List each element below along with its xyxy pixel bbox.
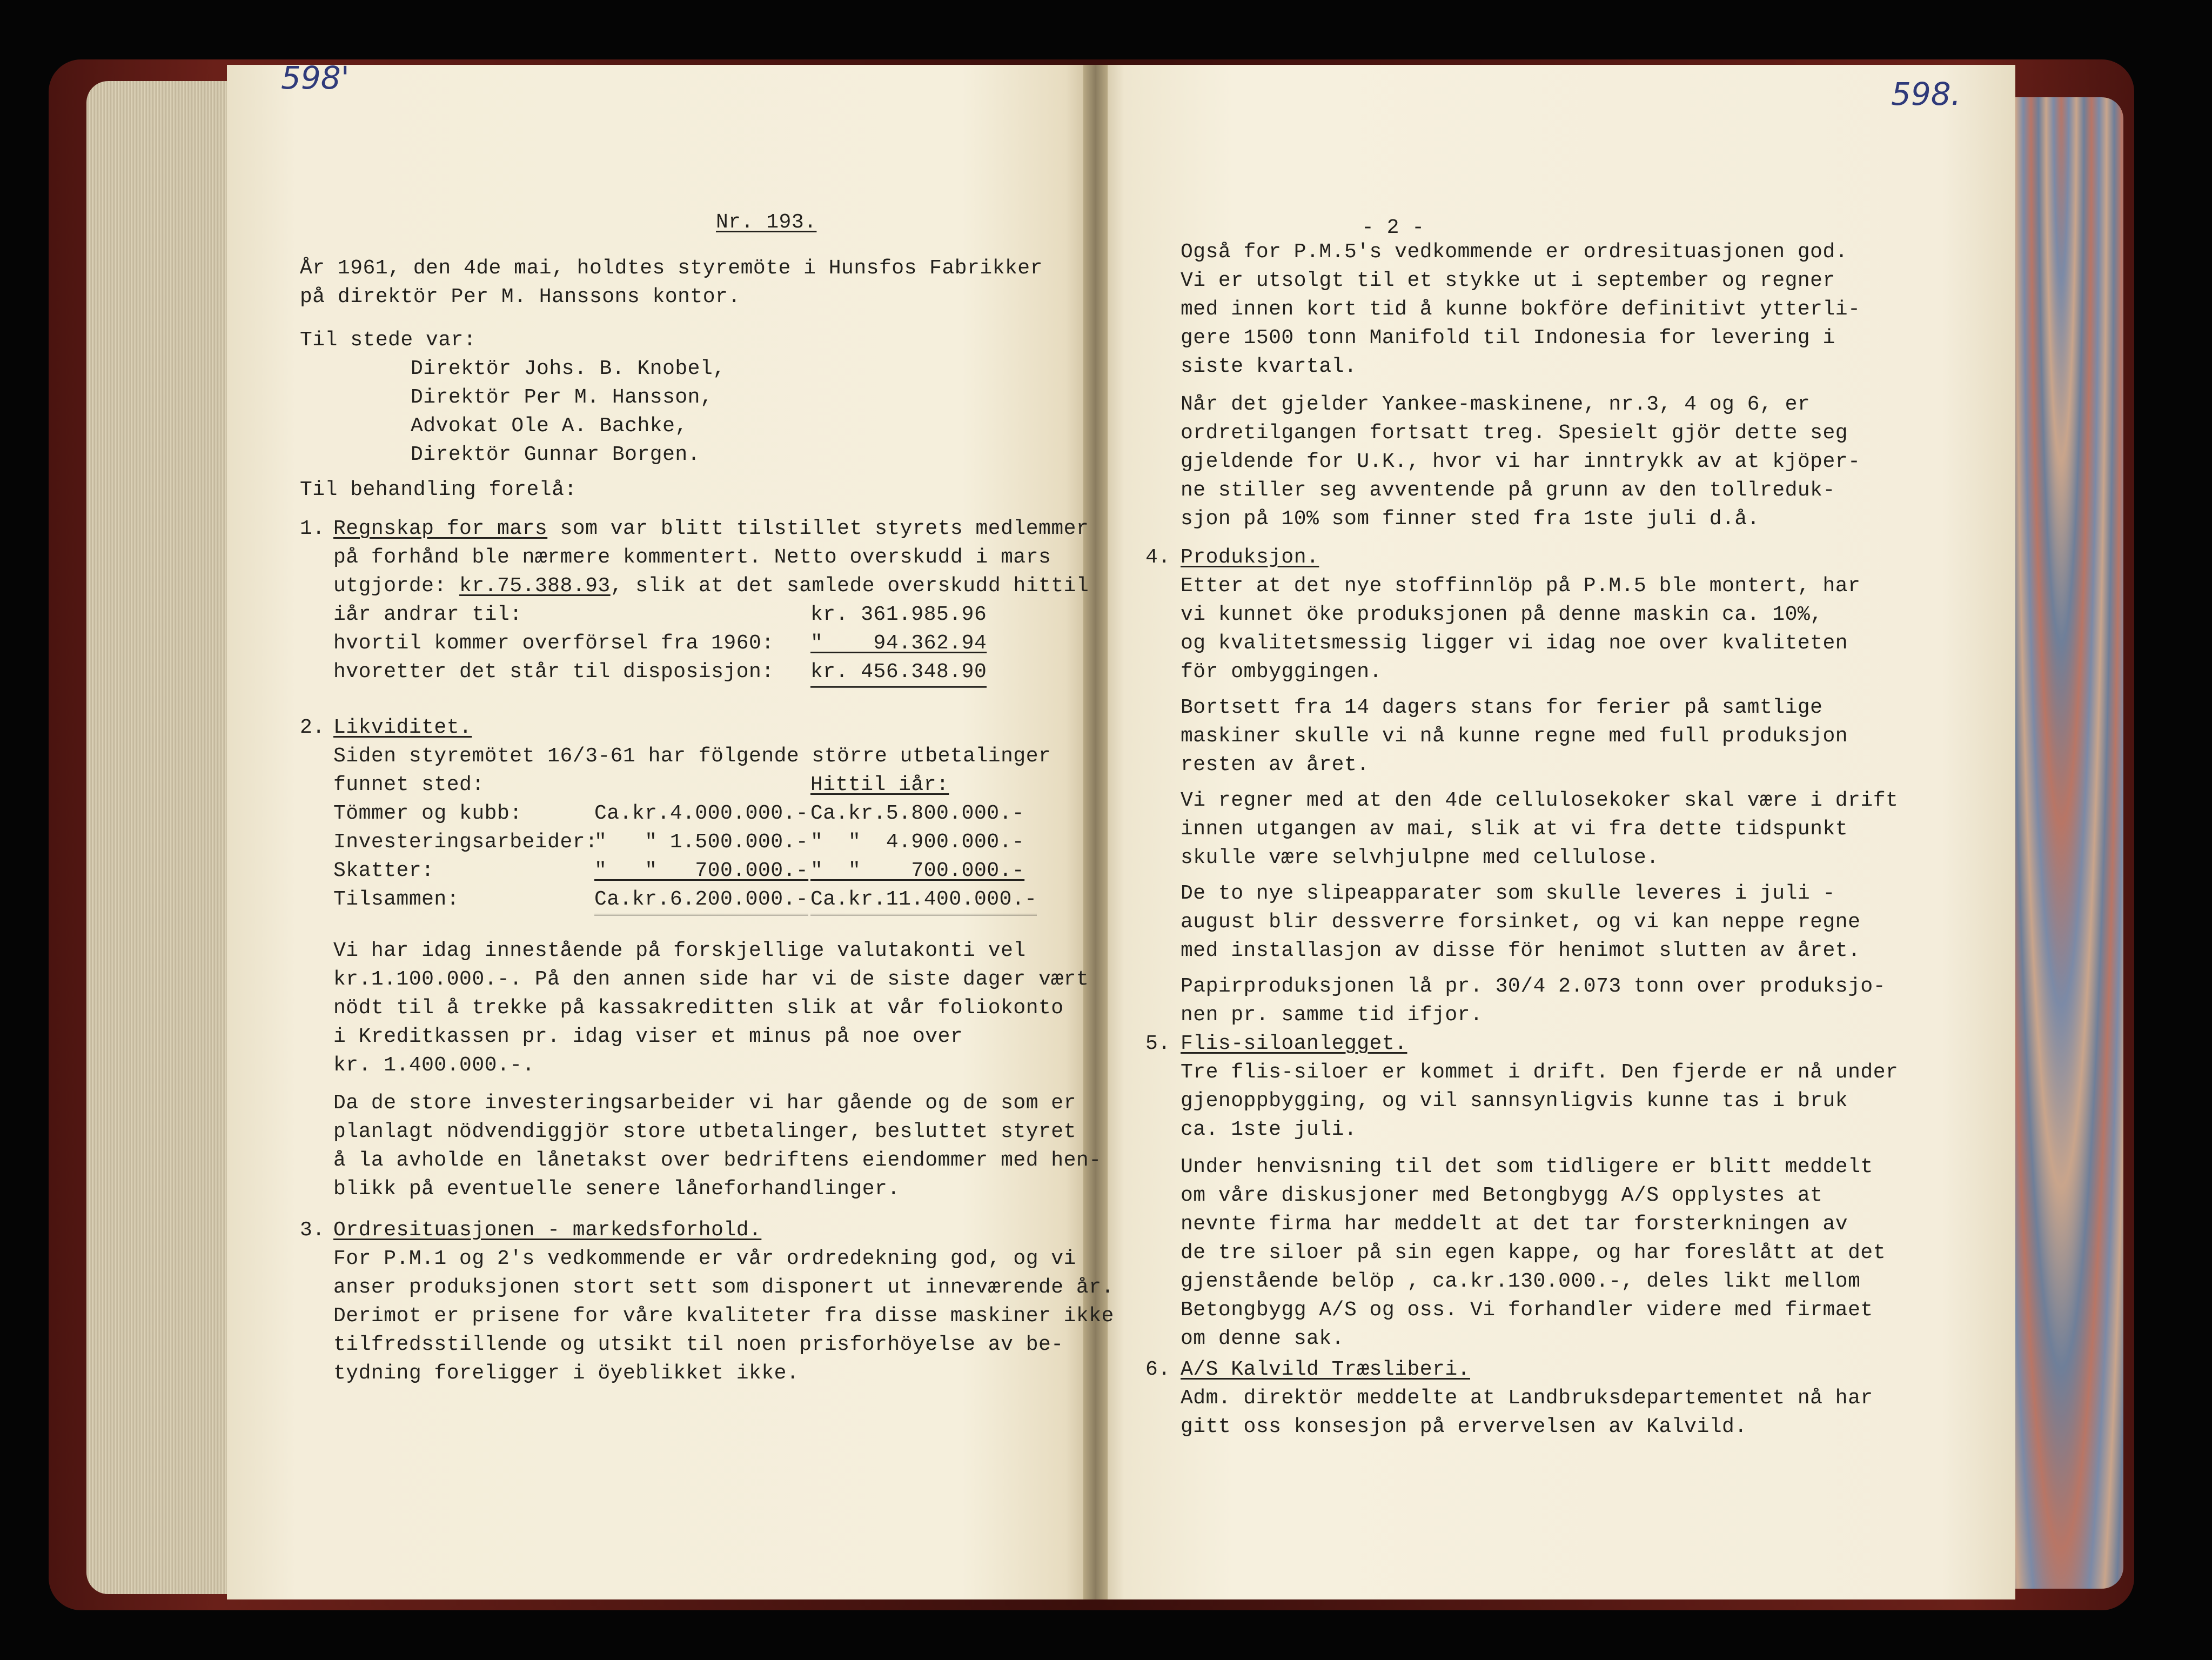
item1-line-1 bbox=[333, 514, 1089, 543]
kalvild-text: gitt oss konsesjon på ervervelsen av Kalvild. bbox=[1181, 1415, 1747, 1438]
payment-period: " " 1.500.000.- bbox=[594, 831, 809, 854]
total-amount: Ca.kr.11.400.000.- bbox=[810, 885, 1037, 915]
book-gutter bbox=[1083, 65, 1108, 1599]
silo-text: nevnte firma har meddelt at det tar forsterkningen av bbox=[1181, 1213, 1848, 1236]
production-text: Etter at det nye stoffinnlöp på P.M.5 ble montert, har bbox=[1181, 574, 1861, 598]
investment-text: å la avholde en lånetakst over bedriftens eiendommer med hen- bbox=[333, 1149, 1102, 1172]
item1-text: , slik at det samlede overskudd hittil bbox=[610, 574, 1089, 598]
production-text: resten av året. bbox=[1181, 753, 1370, 777]
present-label: Til stede var: bbox=[300, 329, 477, 352]
yankee-text: ne stiller seg avventende på grunn av den tollreduk- bbox=[1181, 479, 1835, 502]
agenda-label: Til behandling forelå: bbox=[300, 478, 577, 501]
production-text: skulle være selvhjulpne med cellulose. bbox=[1181, 846, 1659, 869]
left-page-edges bbox=[86, 81, 249, 1594]
liquidity-text: kr.1.100.000.-. På den annen side har vi de siste dager vært bbox=[333, 968, 1089, 991]
production-text: Papirproduksjonen lå pr. 30/4 2.073 tonn over produksjo- bbox=[1181, 975, 1886, 998]
yankee-text: Når det gjelder Yankee-maskinene, nr.3, 4 og 6, er bbox=[1181, 393, 1811, 416]
attendee: Direktör Johs. B. Knobel, bbox=[411, 357, 726, 380]
item-number: 4. bbox=[1145, 546, 1171, 569]
orders-text: tilfredsstillende og utsikt til noen prisforhöyelse av be- bbox=[333, 1333, 1064, 1356]
item1-line-2: på forhånd ble nærmere kommentert. Netto overskudd i mars bbox=[333, 546, 1051, 569]
silo-text: gjenstående belöp , ca.kr.130.000.-, deles likt mellom bbox=[1181, 1270, 1861, 1293]
orders-continued: siste kvartal. bbox=[1181, 355, 1357, 378]
orders-text: anser produksjonen stort sett som disponert ut inneværende år. bbox=[333, 1276, 1114, 1299]
item-title: Ordresituasjonen - markedsforhold. bbox=[333, 1219, 762, 1242]
payment-ytd: Ca.kr.5.800.000.- bbox=[810, 802, 1025, 825]
payment-label: Tilsammen: bbox=[333, 888, 460, 911]
total-amount: Ca.kr.6.200.000.- bbox=[594, 885, 808, 915]
silo-text: Under henvisning til det som tidligere er blitt meddelt bbox=[1181, 1155, 1873, 1179]
item-number: 2. bbox=[300, 716, 325, 739]
orders-text: Derimot er prisene for våre kvaliteter fra disse maskiner ikke bbox=[333, 1304, 1114, 1328]
folio-left: 598' bbox=[281, 59, 350, 96]
item-number: 5. bbox=[1145, 1032, 1171, 1055]
payment-label: Tömmer og kubb: bbox=[333, 802, 522, 825]
liquidity-text: nödt til å trekke på kassakreditten slik at vår foliokonto bbox=[333, 996, 1064, 1020]
item1-line-3 bbox=[333, 572, 1089, 600]
liquidity-text: kr. 1.400.000.-. bbox=[333, 1054, 535, 1077]
intro-line-1: År 1961, den 4de mai, holdtes styremöte i Hunsfos Fabrikker bbox=[300, 257, 1043, 280]
production-text: för ombyggingen. bbox=[1181, 660, 1382, 684]
production-text: maskiner skulle vi nå kunne regne med full produksjon bbox=[1181, 725, 1848, 748]
disposal-label: hvoretter det står til disposisjon: bbox=[333, 660, 774, 684]
payment-ytd: " " 700.000.- bbox=[810, 859, 1025, 882]
production-text: og kvalitetsmessig ligger vi idag noe over kvaliteten bbox=[1181, 632, 1848, 655]
orders-continued: Også for P.M.5's vedkommende er ordresituasjonen god. bbox=[1181, 240, 1848, 264]
production-text: Vi regner med at den 4de cellulosekoker skal være i drift bbox=[1181, 789, 1899, 812]
production-text: august blir dessverre forsinket, og vi kan neppe regne bbox=[1181, 911, 1861, 934]
item-number: 6. bbox=[1145, 1358, 1171, 1381]
production-text: vi kunnet öke produksjonen på denne maskin ca. 10%, bbox=[1181, 603, 1823, 626]
production-text: Bortsett fra 14 dagers stans for ferier på samtlige bbox=[1181, 696, 1823, 719]
payment-label: Investeringsarbeider: bbox=[333, 831, 598, 854]
silo-text: om denne sak. bbox=[1181, 1327, 1344, 1350]
orders-continued: Vi er utsolgt til et stykke ut i september og regner bbox=[1181, 269, 1835, 292]
item-title: Regnskap for mars bbox=[333, 517, 548, 540]
silo-text: om våre diskusjoner med Betongbygg A/S opplystes at bbox=[1181, 1184, 1823, 1207]
disposal-value bbox=[810, 658, 987, 688]
orders-continued: med innen kort tid å kunne bokföre definitivt ytterli- bbox=[1181, 298, 1861, 321]
carryover-label: hvortil kommer overförsel fra 1960: bbox=[333, 632, 774, 655]
disposal-amount: kr. 456.348.90 bbox=[810, 658, 987, 688]
attendee: Advokat Ole A. Bachke, bbox=[411, 414, 688, 438]
investment-text: blikk på eventuelle senere låneforhandlinger. bbox=[333, 1177, 900, 1201]
payment-period: " " 700.000.- bbox=[594, 859, 809, 882]
folio-right: 598. bbox=[1891, 76, 1961, 112]
production-text: nen pr. samme tid ifjor. bbox=[1181, 1003, 1483, 1027]
item-title: Likviditet. bbox=[333, 716, 472, 739]
marbled-edge bbox=[1999, 97, 2123, 1589]
silo-text: de tre siloer på sin egen kappe, og har foreslått at det bbox=[1181, 1241, 1886, 1264]
investment-text: Da de store investeringsarbeider vi har gående og de som er bbox=[333, 1092, 1076, 1115]
item2-line-2: funnet sted: bbox=[333, 773, 485, 796]
payment-period: Ca.kr.4.000.000.- bbox=[594, 802, 809, 825]
production-text: med installasjon av disse för henimot slutten av året. bbox=[1181, 939, 1861, 962]
march-surplus: kr.75.388.93 bbox=[459, 574, 611, 598]
production-text: innen utgangen av mai, slik at vi fra dette tidspunkt bbox=[1181, 818, 1848, 841]
item-title: A/S Kalvild Træsliberi. bbox=[1181, 1358, 1470, 1381]
item-number: 3. bbox=[300, 1219, 325, 1242]
yankee-text: sjon på 10% som finner sted fra 1ste juli d.å. bbox=[1181, 507, 1760, 531]
attendee: Direktör Gunnar Borgen. bbox=[411, 443, 700, 466]
payment-period-total bbox=[594, 885, 808, 915]
yankee-text: ordretilgangen fortsatt treg. Spesielt gjör dette seg bbox=[1181, 421, 1848, 445]
ytd-value: kr. 361.985.96 bbox=[810, 603, 987, 626]
minutes-number: Nr. 193. bbox=[716, 211, 817, 234]
production-text: De to nye slipeapparater som skulle leveres i juli - bbox=[1181, 882, 1835, 905]
orders-continued: gere 1500 tonn Manifold til Indonesia for levering i bbox=[1181, 326, 1835, 350]
silo-text: Betongbygg A/S og oss. Vi forhandler videre med firmaet bbox=[1181, 1298, 1873, 1322]
liquidity-text: i Kreditkassen pr. idag viser et minus på noe over bbox=[333, 1025, 963, 1048]
yankee-text: gjeldende for U.K., hvor vi har inntrykk av at kjöper- bbox=[1181, 450, 1861, 473]
payment-label: Skatter: bbox=[333, 859, 434, 882]
payment-ytd-total bbox=[810, 885, 1037, 915]
item2-line-1: Siden styremötet 16/3-61 har fölgende större utbetalinger bbox=[333, 745, 1051, 768]
item1-text: utgjorde: bbox=[333, 574, 460, 598]
item-title: Produksjon. bbox=[1181, 546, 1319, 569]
liquidity-text: Vi har idag innestående på forskjellige valutakonti vel bbox=[333, 939, 1026, 962]
silo-text: Tre flis-siloer er kommet i drift. Den fjerde er nå under bbox=[1181, 1061, 1899, 1084]
orders-text: tydning foreligger i öyeblikket ikke. bbox=[333, 1362, 800, 1385]
kalvild-text: Adm. direktör meddelte at Landbruksdepartementet nå har bbox=[1181, 1387, 1873, 1410]
page-number: - 2 - bbox=[1362, 216, 1425, 239]
silo-text: gjenoppbygging, og vil sannsynligvis kunne tas i bruk bbox=[1181, 1089, 1848, 1113]
silo-text: ca. 1ste juli. bbox=[1181, 1118, 1357, 1141]
ytd-label: iår andrar til: bbox=[333, 603, 522, 626]
investment-text: planlagt nödvendiggjör store utbetalinger, besluttet styret bbox=[333, 1120, 1076, 1143]
intro-line-2: på direktör Per M. Hanssons kontor. bbox=[300, 285, 741, 309]
item1-text: som var blitt tilstillet styrets medlemmer bbox=[547, 517, 1089, 540]
carryover-value: " 94.362.94 bbox=[810, 632, 987, 655]
attendee: Direktör Per M. Hansson, bbox=[411, 386, 713, 409]
item-title: Flis-siloanlegget. bbox=[1181, 1032, 1407, 1055]
orders-text: For P.M.1 og 2's vedkommende er vår ordredekning god, og vi bbox=[333, 1247, 1076, 1270]
item-number: 1. bbox=[300, 517, 325, 540]
ytd-column-header: Hittil iår: bbox=[810, 773, 949, 796]
payment-ytd: " " 4.900.000.- bbox=[810, 831, 1025, 854]
